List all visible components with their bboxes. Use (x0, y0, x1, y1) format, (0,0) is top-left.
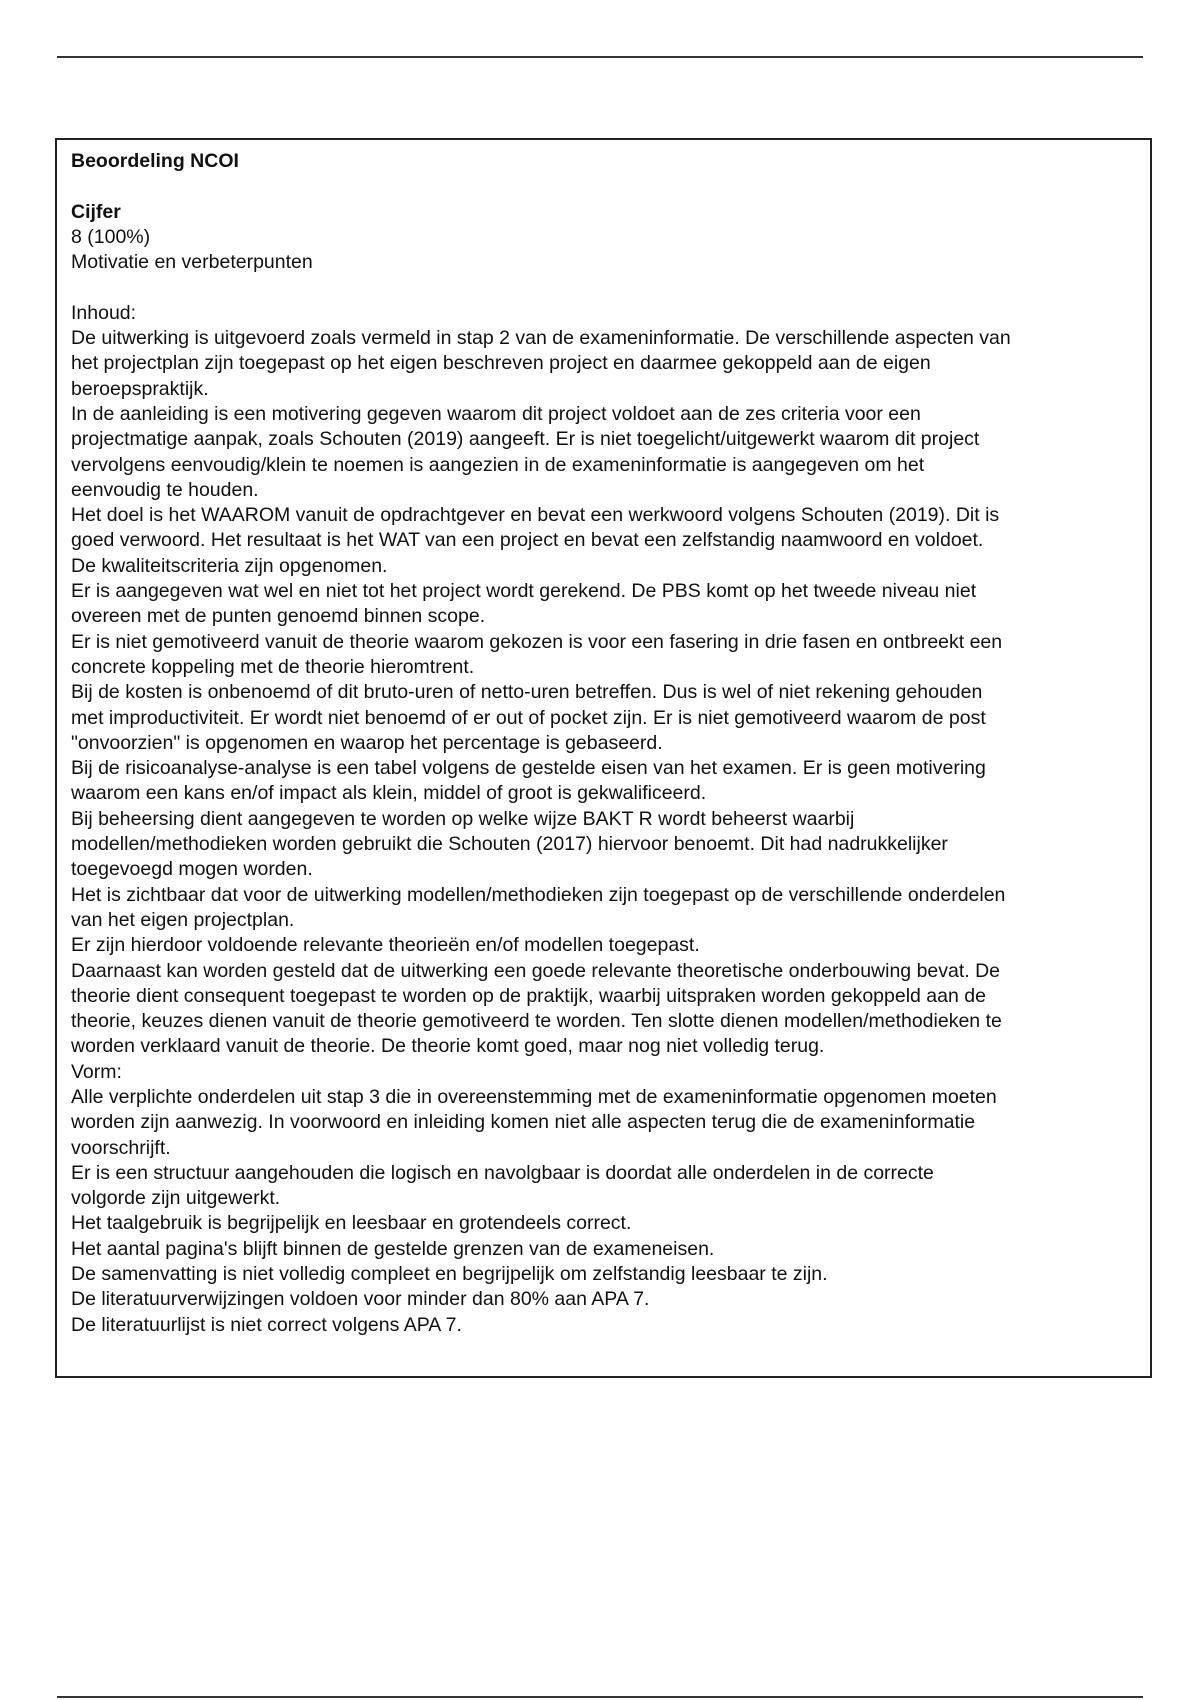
grade-value: 8 (100%) (71, 225, 151, 248)
grade-label: Cijfer (71, 200, 121, 223)
review-text-line: Er is een structuur aangehouden die logisch en navolgbaar is doordat alle onderdelen in de correcte (71, 1161, 934, 1184)
review-text-line: Inhoud: (71, 301, 137, 324)
spacer (71, 275, 1138, 300)
review-box (55, 138, 1152, 1378)
review-text-line: volgorde zijn uitgewerkt. (71, 1187, 281, 1210)
review-text-line: In de aanleiding is een motivering gegeven waarom dit project voldoet aan de zes criteria voor een (71, 402, 921, 425)
review-text-line: toegevoegd mogen worden. (71, 858, 313, 881)
review-text-line: Daarnaast kan worden gesteld dat de uitwerking een goede relevante theoretische onderbouwing bevat. De (71, 959, 1001, 982)
review-text-line: Er is aangegeven wat wel en niet tot het project wordt gerekend. De PBS komt op het tweede niveau niet (71, 580, 977, 603)
review-text-line: De literatuurverwijzingen voldoen voor minder dan 80% aan APA 7. (71, 1288, 650, 1311)
review-text-line: modellen/methodieken worden gebruikt die Schouten (2017) hiervoor benoemt. Dit had nadrukkelijker (71, 833, 948, 856)
review-body (71, 301, 1138, 1338)
review-text-line: worden zijn aanwezig. In voorwoord en inleiding komen niet alle aspecten terug die de exameninformatie (71, 1111, 976, 1134)
review-text-line: van het eigen projectplan. (71, 908, 295, 931)
review-text-line: voorschrijft. (71, 1136, 171, 1159)
review-text-line: met improductiviteit. Er wordt niet benoemd of er out of pocket zijn. Er is niet gemotiveerd waarom de post (71, 706, 986, 729)
review-text-line: theorie dient consequent toegepast te worden op de praktijk, waarbij uitspraken worden gekoppeld aan de (71, 984, 986, 1007)
review-text-line: Het doel is het WAAROM vanuit de opdrachtgever en bevat een werkwoord volgens Schouten (2019). Dit is (71, 504, 1000, 527)
review-text-line: theorie, keuzes dienen vanuit de theorie gemotiveerd te worden. Ten slotte dienen modellen/methodieken te (71, 1010, 1002, 1033)
review-text-line: eenvoudig te houden. (71, 478, 259, 501)
header-rule (57, 56, 1143, 58)
review-text-line: vervolgens eenvoudig/klein te noemen is aangezien in de exameninformatie is aangegeven om het (71, 453, 925, 476)
review-text-line: Bij de kosten is onbenoemd of dit bruto-uren of netto-uren betreffen. Dus is wel of niet rekening gehouden (71, 681, 983, 704)
review-text-line: De kwaliteitscriteria zijn opgenomen. (71, 554, 388, 577)
review-text-line: worden verklaard vanuit de theorie. De theorie komt goed, maar nog niet volledig terug. (71, 1035, 825, 1058)
review-text-line: overeen met de punten genoemd binnen scope. (71, 605, 486, 628)
review-text-line: Alle verplichte onderdelen uit stap 3 die in overeenstemming met de exameninformatie opgenomen moeten (71, 1085, 997, 1108)
review-text-line: Het is zichtbaar dat voor de uitwerking modellen/methodieken zijn toegepast op de verschillende onderdelen (71, 883, 1006, 906)
review-text-line: Bij de risicoanalyse-analyse is een tabel volgens de gestelde eisen van het examen. Er is geen motivering (71, 757, 986, 780)
review-text-line: Er is niet gemotiveerd vanuit de theorie waarom gekozen is voor een fasering in drie fasen en ontbreekt een (71, 630, 1003, 653)
review-text-line: De literatuurlijst is niet correct volgens APA 7. (71, 1313, 462, 1336)
motivation-heading: Motivatie en verbeterpunten (71, 251, 313, 274)
review-text-line: "onvoorzien" is opgenomen en waarop het percentage is gebaseerd. (71, 731, 663, 754)
review-text-line: projectmatige aanpak, zoals Schouten (2019) aangeeft. Er is niet toegelicht/uitgewerkt waarom dit project (71, 428, 980, 451)
review-text-line: beroepspraktijk. (71, 377, 209, 400)
review-text-line: Het taalgebruik is begrijpelijk en leesbaar en grotendeels correct. (71, 1212, 632, 1235)
footer-rule (57, 1696, 1143, 1698)
review-text-line: goed verwoord. Het resultaat is het WAT van een project en bevat een zelfstandig naamwoord en voldoet. (71, 529, 984, 552)
review-title: Beoordeling NCOI (71, 150, 239, 172)
review-text-line: Er zijn hierdoor voldoende relevante theorieën en/of modellen toegepast. (71, 934, 700, 957)
review-text-line: De uitwerking is uitgevoerd zoals vermeld in stap 2 van de exameninformatie. De verschillende aspecten van (71, 327, 1011, 350)
review-text-line: waarom een kans en/of impact als klein, middel of groot is gekwalificeerd. (71, 782, 707, 805)
review-text-line: Bij beheersing dient aangegeven te worden op welke wijze BAKT R wordt beheerst waarbij (71, 807, 855, 830)
review-text-line: De samenvatting is niet volledig compleet en begrijpelijk om zelfstandig leesbaar te zijn. (71, 1263, 828, 1286)
review-text-line: Vorm: (71, 1060, 122, 1083)
review-text-line: Het aantal pagina's blijft binnen de gestelde grenzen van de exameneisen. (71, 1237, 715, 1260)
review-text-line: concrete koppeling met de theorie hieromtrent. (71, 655, 475, 678)
review-text-line: het projectplan zijn toegepast op het eigen beschreven project en daarmee gekoppeld aan de eigen (71, 352, 931, 375)
spacer (71, 174, 1138, 199)
